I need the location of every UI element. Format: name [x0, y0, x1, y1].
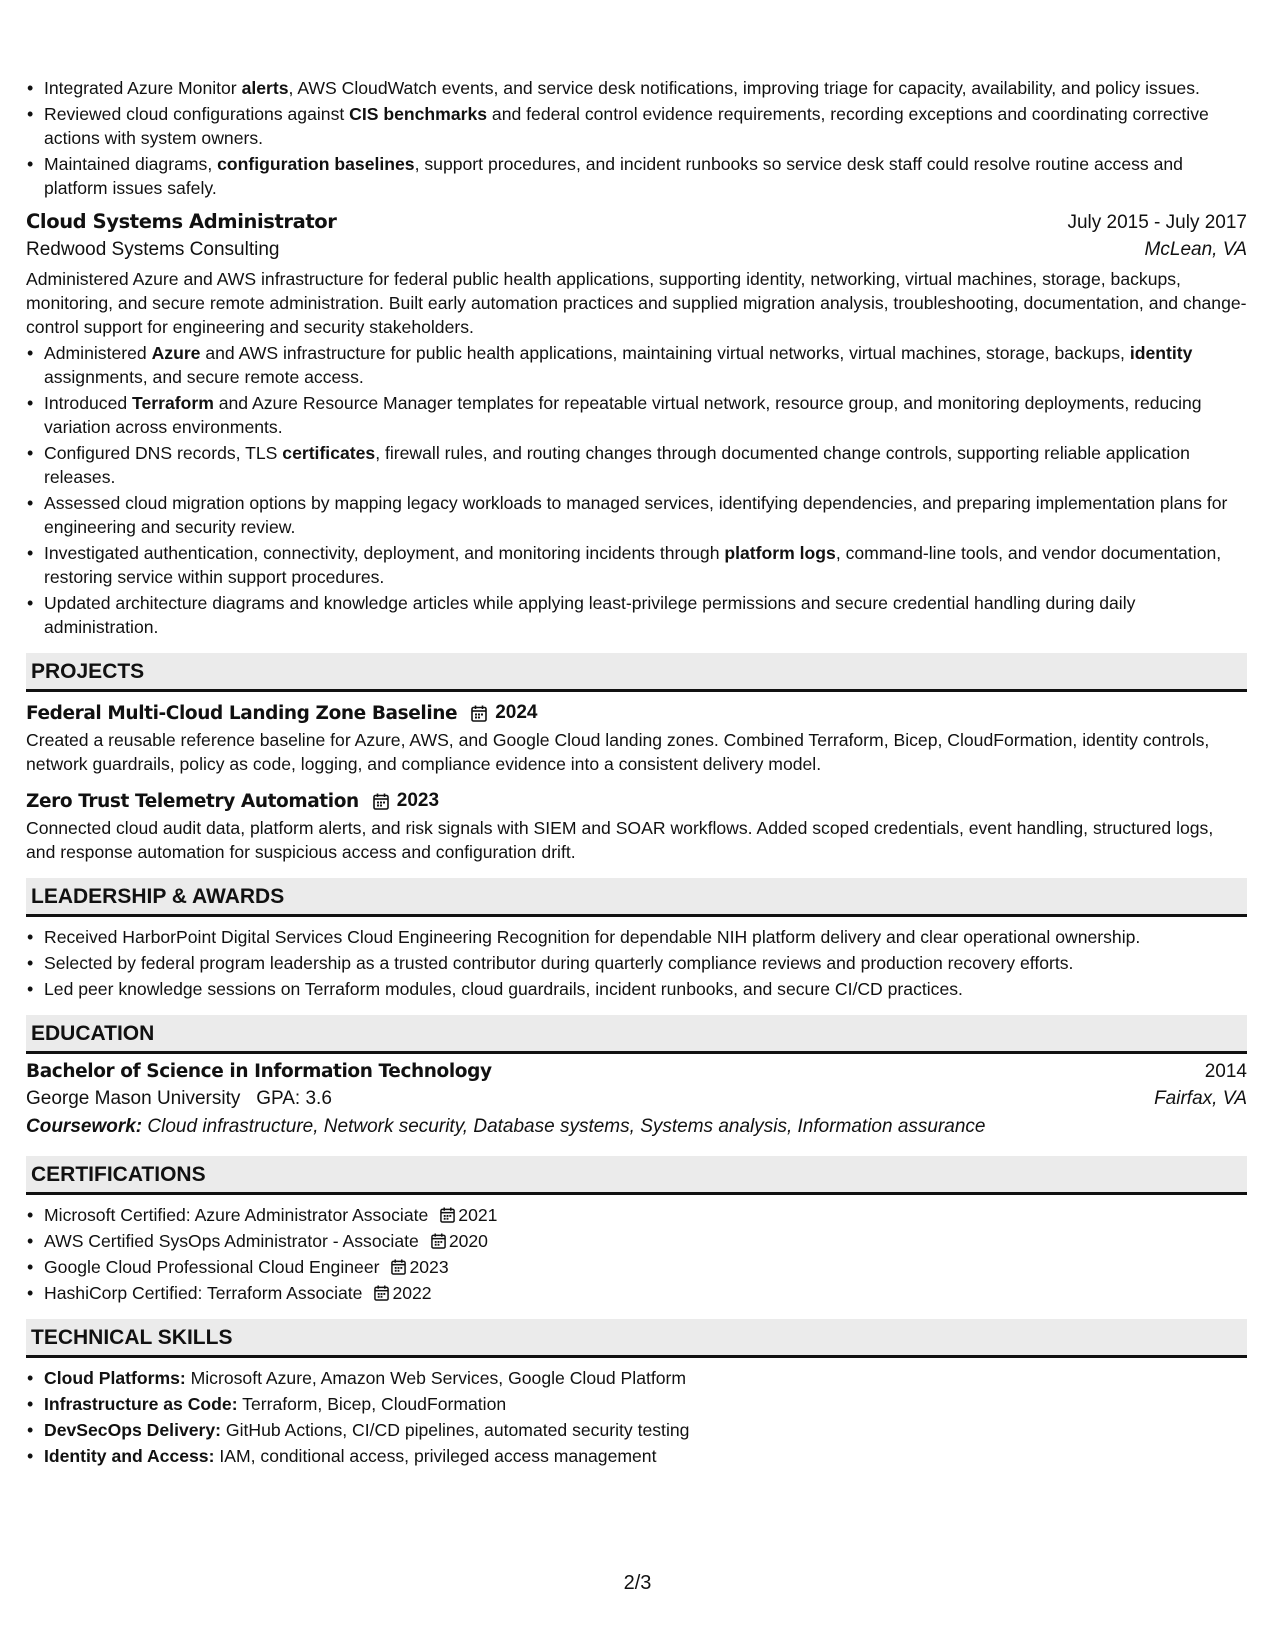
skill-item: • Identity and Access: IAM, conditional access, privileged access management: [44, 1444, 1247, 1468]
certification-item: • AWS Certified SysOps Administrator - Associate 2020: [44, 1229, 1247, 1253]
degree-title: Bachelor of Science in Information Technology: [26, 1061, 492, 1082]
skill-item: • DevSecOps Delivery: GitHub Actions, CI/CD pipelines, automated security testing: [44, 1418, 1247, 1442]
calendar-icon: [373, 793, 389, 810]
project-year: 2024: [495, 702, 538, 723]
job-company: Redwood Systems Consulting: [26, 239, 280, 260]
bullet-item: • Assessed cloud migration options by mapping legacy workloads to managed services, identifying dependencies, and preparing implementation plans for engineering and security review.: [44, 491, 1247, 539]
section-header-certifications: [26, 1156, 1247, 1195]
prev-job-bullets: [26, 76, 1247, 200]
project-description: Connected cloud audit data, platform alerts, and risk signals with SIEM and SOAR workflows. Added scoped credentials, event handling, structured logs, and response automation for suspicious access and configuration drift.: [26, 818, 1214, 862]
calendar-icon: [471, 705, 487, 722]
job-location: McLean, VA: [1144, 239, 1247, 260]
project-description: Created a reusable reference baseline for Azure, AWS, and Google Cloud landing zones. Combined Terraform, Bicep, CloudFormation, identity controls, network guardrails, policy as code, logging, and compliance evidence into a consistent delivery model.: [26, 730, 1210, 774]
coursework-list: Cloud infrastructure, Network security, Database systems, Systems analysis, Information assurance: [147, 1116, 986, 1137]
bullet-item: • Selected by federal program leadership as a trusted contributor during quarterly compliance reviews and production recovery efforts.: [44, 951, 1247, 975]
section-title: PROJECTS: [31, 660, 145, 683]
education-subheader: [26, 1088, 1247, 1110]
skills-list: [26, 1366, 1247, 1468]
calendar-icon: [431, 1233, 446, 1249]
job-title: Cloud Systems Administrator: [26, 210, 337, 233]
section-title: TECHNICAL SKILLS: [31, 1326, 233, 1349]
bullet-item: • Received HarborPoint Digital Services Cloud Engineering Recognition for dependable NIH platform delivery and clear operational ownership.: [44, 925, 1247, 949]
bullet-item: • Investigated authentication, connectivity, deployment, and monitoring incidents through platform logs, command-line tools, and vendor documentation, restoring service within support procedures.: [44, 541, 1247, 589]
calendar-icon: [391, 1259, 406, 1275]
skill-item: • Infrastructure as Code: Terraform, Bicep, CloudFormation: [44, 1392, 1247, 1416]
certification-item: • Google Cloud Professional Cloud Engineer 2023: [44, 1255, 1247, 1279]
calendar-icon: [374, 1285, 389, 1301]
project-title: Zero Trust Telemetry Automation: [26, 790, 359, 812]
bullet-item: • Updated architecture diagrams and knowledge articles while applying least-privilege permissions and secure credential handling during daily administration.: [44, 591, 1247, 639]
project-year: 2023: [396, 790, 440, 811]
project-header: [26, 702, 1247, 724]
leadership-list: [26, 925, 1247, 1001]
job-bullets: [26, 341, 1247, 639]
project-title: Federal Multi-Cloud Landing Zone Baseline: [26, 702, 458, 724]
skill-item: • Cloud Platforms: Microsoft Azure, Amazon Web Services, Google Cloud Platform: [44, 1366, 1247, 1390]
calendar-icon: [440, 1207, 455, 1223]
bullet-item: • Reviewed cloud configurations against CIS benchmarks and federal control evidence requirements, recording exceptions and coordinating corrective actions with system owners.: [44, 102, 1247, 150]
gpa: GPA: 3.6: [256, 1088, 332, 1109]
section-header-skills: [26, 1319, 1247, 1358]
certification-item: • HashiCorp Certified: Terraform Associate 2022: [44, 1281, 1247, 1305]
job-summary: Administered Azure and AWS infrastructure for federal public health applications, supporting identity, networking, virtual machines, storage, backups, monitoring, and secure remote administration. Built early automation practices and supplied migration analysis, troubleshooting, documentation, and change-control support for engineering and security stakeholders.: [26, 269, 1247, 337]
section-header-education: [26, 1015, 1247, 1054]
section-title: EDUCATION: [31, 1022, 155, 1045]
bullet-item: • Introduced Terraform and Azure Resource Manager templates for repeatable virtual network, resource group, and monitoring deployments, reducing variation across environments.: [44, 391, 1247, 439]
section-header-projects: [26, 653, 1247, 692]
coursework: [26, 1116, 1247, 1138]
bullet-item: • Led peer knowledge sessions on Terraform modules, cloud guardrails, incident runbooks, and secure CI/CD practices.: [44, 977, 1247, 1001]
job-header: [26, 210, 1247, 234]
job-dates: July 2015 - July 2017: [1067, 212, 1247, 233]
page-number: 2/3: [623, 1572, 652, 1594]
section-title: LEADERSHIP & AWARDS: [31, 885, 285, 908]
certification-item: • Microsoft Certified: Azure Administrator Associate 2021: [44, 1203, 1247, 1227]
school-name: George Mason University: [26, 1088, 241, 1109]
certifications-list: [26, 1203, 1247, 1305]
bullet-item: • Maintained diagrams, configuration baselines, support procedures, and incident runbooks so service desk staff could resolve routine access and platform issues safely.: [44, 152, 1247, 200]
coursework-label: Coursework:: [26, 1116, 143, 1137]
graduation-year: 2014: [1204, 1061, 1247, 1082]
bullet-item: • Administered Azure and AWS infrastructure for public health applications, maintaining virtual networks, virtual machines, storage, backups, identity assignments, and secure remote access.: [44, 341, 1247, 389]
education-header: [26, 1061, 1247, 1083]
bullet-item: • Integrated Azure Monitor alerts, AWS CloudWatch events, and service desk notifications, improving triage for capacity, availability, and policy issues.: [44, 76, 1247, 100]
school-location: Fairfax, VA: [1154, 1088, 1247, 1109]
project-header: [26, 790, 1247, 812]
bullet-item: • Configured DNS records, TLS certificates, firewall rules, and routing changes through documented change controls, supporting reliable application releases.: [44, 441, 1247, 489]
section-title: CERTIFICATIONS: [31, 1163, 206, 1186]
section-header-leadership: [26, 878, 1247, 917]
job-subheader: [26, 239, 1247, 261]
